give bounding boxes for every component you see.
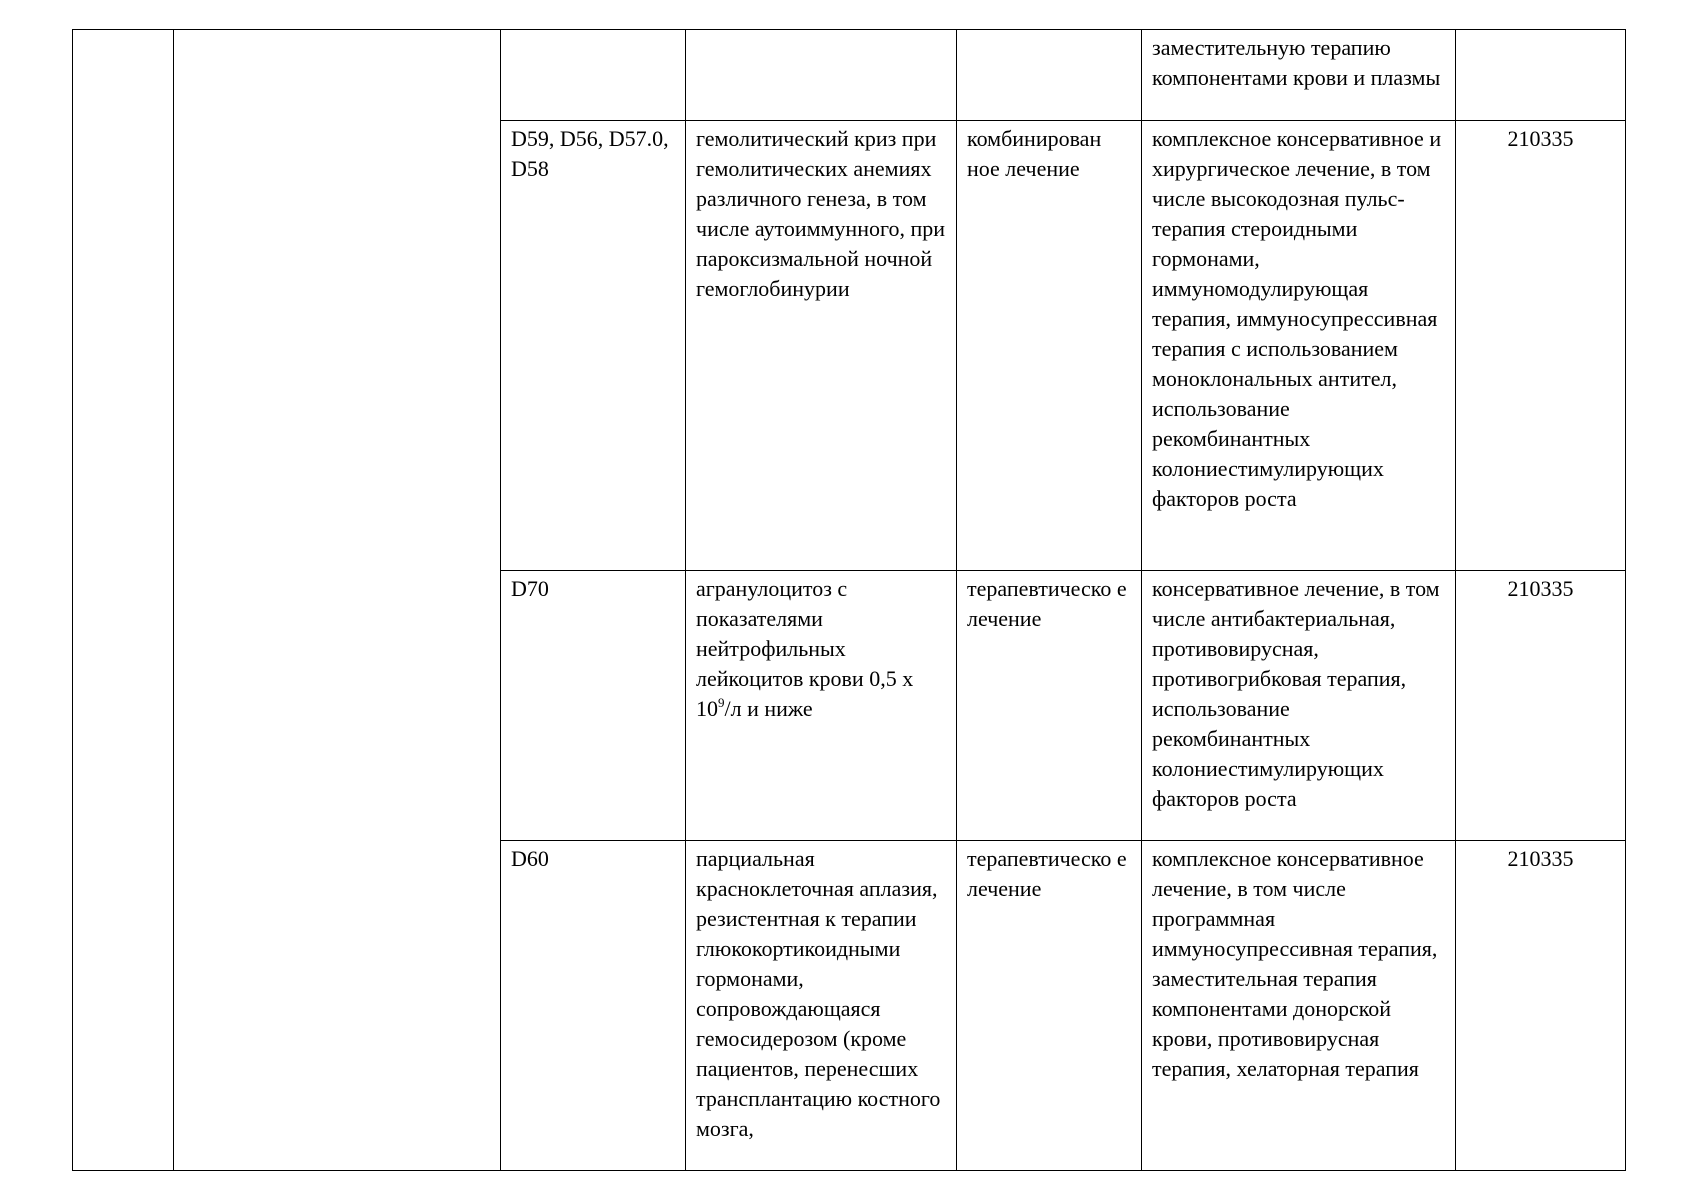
tariff-cell: 210335 [1456, 121, 1626, 571]
exponent: 9 [718, 694, 725, 710]
treatment-table [72, 29, 1626, 1171]
tariff-cell: 210335 [1456, 571, 1626, 841]
diagnosis-text: агранулоцитоз с показателями нейтрофильных лейкоцитов крови 0,5 х 10 [696, 576, 914, 721]
method-cell: заместительную терапию компонентами крови и плазмы [1142, 30, 1456, 121]
treatment-type-cell [957, 30, 1142, 121]
code-cell: D59, D56, D57.0, D58 [501, 121, 686, 571]
code-cell: D60 [501, 841, 686, 1171]
diagnosis-cell [686, 571, 957, 841]
tariff-cell: 210335 [1456, 841, 1626, 1171]
section-name-cell [174, 30, 501, 1171]
method-cell: комплексное консервативное лечение, в том числе программная иммуносупрессивная терапия, заместительная терапия компонентами донорской крови, противовирусная терапия, хелаторная терапия [1142, 841, 1456, 1171]
table-row [73, 30, 1626, 121]
diagnosis-cell [686, 30, 957, 121]
code-cell [501, 30, 686, 121]
method-cell: консервативное лечение, в том числе антибактериальная, противовирусная, противогрибковая терапия, использование рекомбинантных колониестимулирующих факторов роста [1142, 571, 1456, 841]
method-cell: комплексное консервативное и хирургическое лечение, в том числе высокодозная пульс-терапия стероидными гормонами, иммуномодулирующая терапия, иммуносупрессивная терапия с использованием моноклональных антител, использование рекомбинантных колониестимулирующих факторов роста [1142, 121, 1456, 571]
diagnosis-unit: /л и ниже [724, 696, 813, 721]
treatment-type-cell: терапевтическо е лечение [957, 841, 1142, 1171]
code-cell: D70 [501, 571, 686, 841]
section-number-cell [73, 30, 174, 1171]
treatment-type-cell: комбинирован ное лечение [957, 121, 1142, 571]
treatment-type-cell: терапевтическо е лечение [957, 571, 1142, 841]
diagnosis-cell: парциальная красноклеточная аплазия, резистентная к терапии глюкокортикоидными гормонами, сопровождающаяся гемосидерозом (кроме пациентов, перенесших трансплантацию костного мозга, [686, 841, 957, 1171]
diagnosis-cell: гемолитический криз при гемолитических анемиях различного генеза, в том числе аутоиммунного, при пароксизмальной ночной гемоглобинурии [686, 121, 957, 571]
tariff-cell [1456, 30, 1626, 121]
